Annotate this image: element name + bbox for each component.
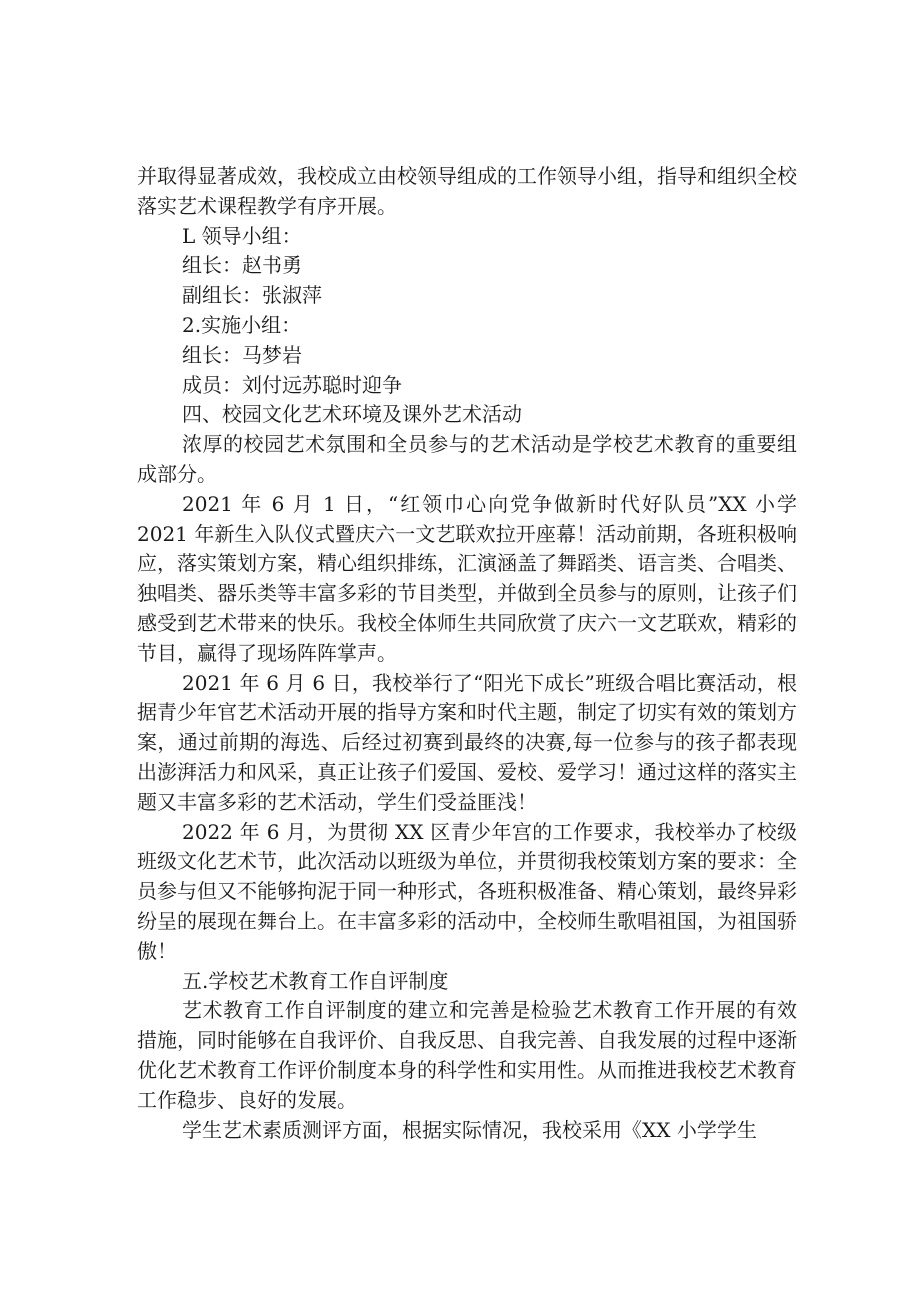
continued-paragraph: 并取得显著成效，我校成立由校领导组成的工作领导小组，指导和组织全校落实艺术课程教学有序开展。 (137, 164, 797, 218)
paragraph-atmosphere: 浓厚的校园艺术氛围和全员参与的艺术活动是学校艺术教育的重要组成部分。 (137, 432, 797, 486)
document-page (137, 162, 797, 1145)
members-line: 成员：刘付远苏聪时迎争 (182, 372, 402, 397)
section-heading-4: 四、校园文化艺术环境及课外艺术活动 (182, 402, 522, 427)
paragraph-june-1: 2021 年 6 月 1 日，“红领巾心向党争做新时代好队员”XX 小学 2021 年新生入队仪式暨庆六一文艺联欢拉开座幕！活动前期，各班积极响应，落实策划方案，精心组织排练，汇演涵盖了舞蹈类、语言类、合唱类、独唱类、器乐类等丰富多彩的节目类型，并做到全员参与的原则，让孩子们感受到艺术带来的快乐。我校全体师生共同欣赏了庆六一文艺联欢，精彩的节目，赢得了现场阵阵掌声。 (137, 491, 797, 665)
leader-line: 组长：赵书勇 (182, 253, 302, 278)
leadership-group-heading: L 领导小组： (182, 223, 302, 248)
deputy-leader-line: 副组长：张淑萍 (182, 283, 322, 308)
section-heading-5: 五.学校艺术教育工作自评制度 (182, 968, 449, 993)
paragraph-student-assessment: 学生艺术素质测评方面，根据实际情况，我校采用《XX 小学学生 (182, 1117, 757, 1142)
implementation-group-heading: 2.实施小组： (182, 312, 302, 337)
paragraph-june-6: 2021 年 6 月 6 日，我校举行了“阳光下成长”班级合唱比赛活动，根据青少年官艺术活动开展的指导方案和时代主题，制定了切实有效的策划方案，通过前期的海选、后经过初赛到最终的决赛,每一位参与的孩子都表现出澎湃活力和风采，真正让孩子们爱国、爱校、爱学习！通过这样的落实主题又丰富多彩的艺术活动，学生们受益匪浅！ (137, 670, 797, 814)
implementation-leader-line: 组长：马梦岩 (182, 342, 302, 367)
paragraph-self-evaluation: 艺术教育工作自评制度的建立和完善是检验艺术教育工作开展的有效措施，同时能够在自我评价、自我反思、自我完善、自我发展的过程中逐渐优化艺术教育工作评价制度本身的科学性和实用性。从而推进我校艺术教育工作稳步、良好的发展。 (137, 998, 797, 1112)
paragraph-2022-june: 2022 年 6 月，为贯彻 XX 区青少年宫的工作要求，我校举办了校级班级文化艺术节，此次活动以班级为单位，并贯彻我校策划方案的要求：全员参与但又不能够拘泥于同一种形式，各班积极准备、精心策划，最终异彩纷呈的展现在舞台上。在丰富多彩的活动中，全校师生歌唱祖国，为祖国骄傲！ (137, 819, 797, 963)
